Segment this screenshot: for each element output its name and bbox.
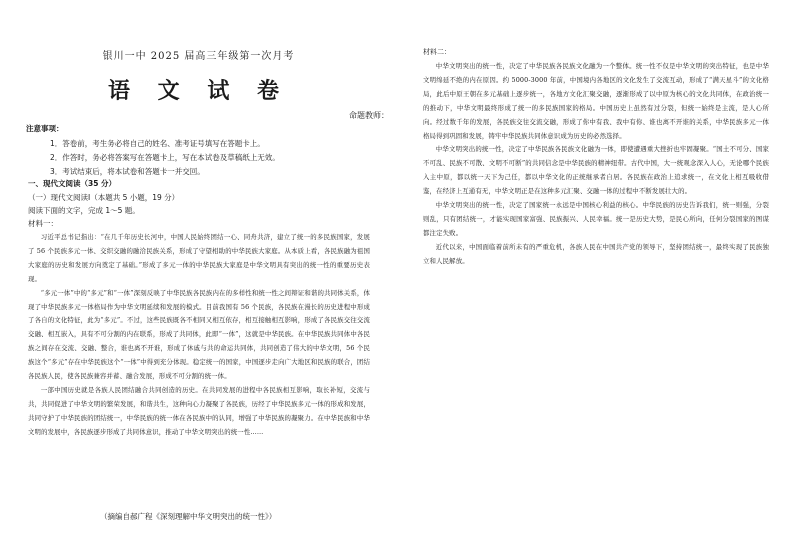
material1-text bbox=[28, 231, 370, 506]
material2-text bbox=[423, 60, 769, 528]
section-heading: 一、现代文阅读（35 分） bbox=[28, 179, 117, 188]
teacher-label: 命题教师： bbox=[349, 111, 389, 120]
paragraph: 中华文明突出的统一性，决定了中华民族各民族文化融为一个整体。统一性不仅是中华文明的突出特征，也是中华文明绵延不绝的内在原因。约 5000-3000 年前，中国境内各地区的文化发生了交流互动，形成了“满天星斗”的文化格局，此后中原王朝在多元基础上逐步统一，各地方文化汇聚交融，逐渐形成了以中原为核心的文化共同体，在政治统一的推动下，中华文明最终形成了统一的多民族国家的格局。中国历史上虽然有过分裂，但统一始终是主流，是人心所向。经过数千年的发展，各民族交往交流交融，形成了你中有我、我中有你、谁也离不开谁的关系，中华民族多元一体格局得到巩固和发展，铸牢中华民族共同体意识成为历史的必然选择。 bbox=[423, 62, 769, 140]
source-citation: （摘编自郝广程《深刻理解中华文明突出的统一性》） bbox=[100, 512, 277, 521]
material-label: 材料二： bbox=[423, 48, 451, 56]
paragraph: “多元一体”中的“多元”和“一体”深刻反映了中华民族各民族内在的多样性和统一性之间辩证和谐的共同体关系，体现了中华民族多元一体格局作为中华文明延续和发展的模式。目前我国有 56 个民族，各民族在漫长的历史进程中形成了各自的文化特征，此为“多元”。不过，这些民族既各不相同又相互依存，相互接触相互影响，形成了各民族交往交流交融、相互嵌入，具有不可分割的内在联系，形成了共同体，此即“一体”，这就是中华民族。在中华民族共同体中各民族之间存在交流、交融、整合，谁也离不开谁，形成了休戚与共的命运共同体，共同创造了伟大的中华文明，56 个民族这个“多元”存在中华民族这个“一体”中得到充分体现。稳定统一的国家，中国逐步走向广大地区和民族的联合，团结各民族人民，使各民族兼容并蓄、融合发展，形成不可分割的统一体。 bbox=[28, 288, 370, 381]
paragraph: 一部中国历史就是各族人民团结融合共同创造的历史。在共同发展的进程中各民族相互影响，取长补短，交流与共，共同促进了中华文明的繁荣发展，和谐共生，这种向心力凝聚了各民族，历经了中华民族多元一体的形成和发展，共同守护了中华民族的团结统一，中华民族的统一体在各民族中的认同，增强了中华民族的凝聚力。在中华民族和中华文明的发展中，各民族逐步形成了共同体意识，推动了中华文明突出的统一性…… bbox=[28, 385, 370, 436]
notice-item: 1．答卷前，考生务必将自己的姓名、准考证号填写在答题卡上。 bbox=[50, 139, 265, 148]
reading-instruction: 阅读下面的文字，完成 1～5 题。 bbox=[28, 206, 140, 215]
paragraph: 习近平总书记指出：“在几千年历史长河中，中国人民始终团结一心、同舟共济，建立了统一的多民族国家，发展了 56 个民族多元一体、交织交融的融洽民族关系，形成了守望相助的中华民族大家庭。从本质上看，各民族融为祖国大家庭的历史和发展方向奠定了基础。”形成了多元一体的中华民族大家庭是中华文明具有突出的统一性的重要历史表现。 bbox=[28, 233, 370, 283]
notice-item: 3．考试结束后，将本试卷和答题卡一并交回。 bbox=[50, 167, 205, 176]
page-title: 语 文 试 卷 bbox=[108, 78, 289, 104]
paragraph: 中华文明突出的统一性，决定了国家统一永远是中国核心利益的核心。中华民族的历史告诉我们，统一则强，分裂则乱，只有团结统一，才能实现国家富强、民族振兴、人民幸福。统一是历史大势，是民心所向，任何分裂国家的图谋都注定失败。 bbox=[423, 201, 769, 237]
paragraph: 中华文明突出的统一性，决定了中华民族各民族文化融为一体，即使遭遇重大挫折也牢固凝聚。“国土不可分、国家不可乱、民族不可散、文明不可断”的共同信念是中华民族的精神纽带。古代中国，大一统观念深入人心，无论哪个民族入主中原，都以统一天下为己任，都以中华文化的正统继承者自居。各民族在政治上追求统一，在文化上相互吸收借鉴，在经济上互通有无，中华文明正是在这种多元汇聚、交融一体的过程中不断发展壮大的。 bbox=[423, 145, 769, 196]
paragraph: 近代以来，中国面临着前所未有的严重危机，各族人民在中国共产党的领导下，坚持团结统一，最终实现了民族独立和人民解放。 bbox=[423, 242, 769, 265]
subsection-heading: （一）现代文阅读Ⅰ（本题共 5 小题，19 分） bbox=[28, 193, 180, 202]
notice-heading: 注意事项： bbox=[26, 124, 64, 133]
material-label: 材料一： bbox=[28, 219, 58, 228]
notice-item: 2．作答时，务必将答案写在答题卡上，写在本试卷及草稿纸上无效。 bbox=[50, 153, 280, 162]
school-exam-name: 银川一中 2025 届高三年级第一次月考 bbox=[102, 51, 295, 62]
